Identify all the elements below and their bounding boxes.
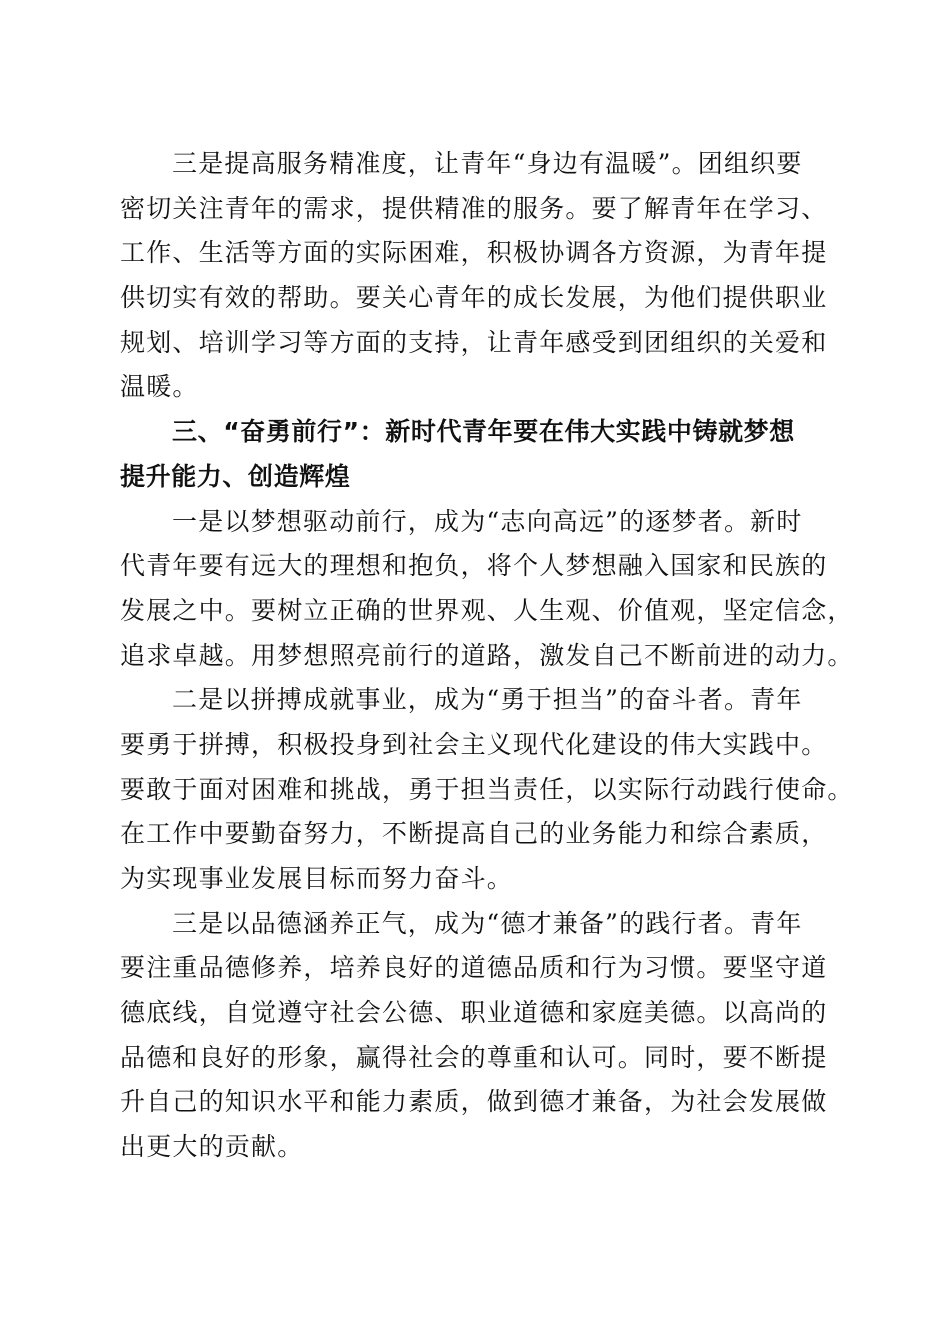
paragraph-line: 温暖。 — [120, 372, 199, 402]
paragraph-service-precision — [120, 142, 838, 410]
paragraph-line: 在工作中要勤奋努力，不断提高自己的业务能力和综合素质， — [120, 819, 828, 849]
paragraph-line: 二是以拼搏成就事业，成为“勇于担当”的奋斗者。青年 — [172, 685, 803, 715]
paragraph-line: 品德和良好的形象，赢得社会的尊重和认可。同时，要不断提 — [120, 1042, 828, 1072]
paragraph-striving — [120, 678, 854, 901]
paragraph-line: 一是以梦想驱动前行，成为“志向高远”的逐梦者。新时 — [172, 506, 803, 536]
paragraph-line: 三是提高服务精准度，让青年“身边有温暖”。团组织要 — [172, 149, 803, 178]
paragraph-line: 发展之中。要树立正确的世界观、人生观、价值观，坚定信念， — [120, 595, 854, 625]
paragraph-line: 升自己的知识水平和能力素质，做到德才兼备，为社会发展做 — [120, 1087, 828, 1117]
paragraph-line: 要敢于面对困难和挑战，勇于担当责任，以实际行动践行使命。 — [120, 774, 854, 804]
paragraph-dream-driven — [120, 500, 854, 679]
paragraph-line: 三是以品德涵养正气，成为“德才兼备”的践行者。青年 — [172, 908, 803, 938]
paragraph-line: 工作、生活等方面的实际困难，积极协调各方资源，为青年提 — [120, 238, 828, 268]
paragraph-line: 为实现事业发展目标而努力奋斗。 — [120, 864, 514, 893]
paragraph-line: 供切实有效的帮助。要关心青年的成长发展，为他们提供职业 — [120, 283, 828, 313]
paragraph-line: 规划、培训学习等方面的支持，让青年感受到团组织的关爱和 — [120, 327, 828, 357]
section-heading-line: 提升能力、创造辉煌 — [120, 461, 351, 491]
section-heading — [120, 410, 838, 499]
paragraph-line: 密切关注青年的需求，提供精准的服务。要了解青年在学习、 — [120, 193, 828, 223]
section-heading-line: 三、“奋勇前行”：新时代青年要在伟大实践中铸就梦想 — [172, 417, 795, 447]
paragraph-line: 要勇于拼搏，积极投身到社会主义现代化建设的伟大实践中。 — [120, 729, 828, 759]
paragraph-line: 要注重品德修养，培养良好的道德品质和行为习惯。要坚守道 — [120, 953, 828, 983]
paragraph-line: 出更大的贡献。 — [120, 1132, 304, 1162]
paragraph-line: 追求卓越。用梦想照亮前行的道路，激发自己不断前进的动力。 — [120, 640, 854, 670]
document-body — [120, 142, 854, 1170]
paragraph-line: 代青年要有远大的理想和抱负，将个人梦想融入国家和民族的 — [120, 551, 828, 581]
paragraph-virtue — [120, 902, 838, 1170]
paragraph-line: 德底线，自觉遵守社会公德、职业道德和家庭美德。以高尚的 — [120, 998, 828, 1028]
